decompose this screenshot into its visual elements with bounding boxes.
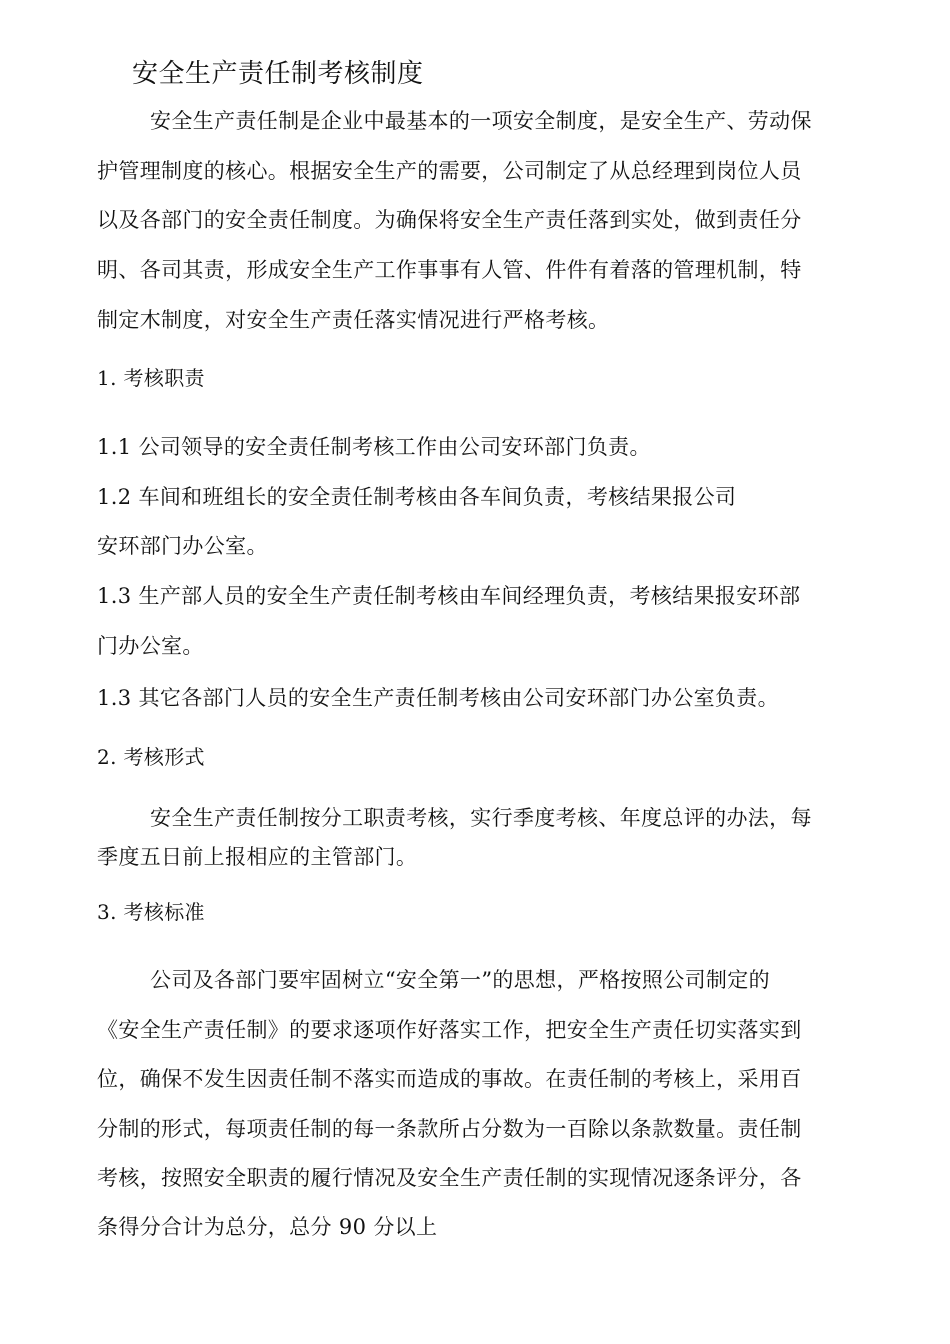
intro-line: 制定木制度，对安全生产责任落实情况进行严格考核。: [97, 308, 610, 332]
standard-line: 位，确保不发生因责任制不落实而造成的事故。在责任制的考核上，采用百: [97, 1067, 802, 1091]
duty-item: 1.3 生产部人员的安全生产责任制考核由车间经理负责，考核结果报安环部: [97, 584, 801, 608]
standard-line: 考核，按照安全职责的履行情况及安全生产责任制的实现情况逐条评分，各: [97, 1166, 802, 1190]
duty-item: 1.2 车间和班组长的安全责任制考核由各车间负责，考核结果报公司: [97, 485, 737, 509]
section-heading-duties: 1. 考核职责: [97, 366, 205, 390]
duty-item: 1.1 公司领导的安全责任制考核工作由公司安环部门负责。: [97, 435, 651, 459]
form-line: 季度五日前上报相应的主管部门。: [97, 845, 418, 869]
standard-line: 《安全生产责任制》的要求逐项作好落实工作，把安全生产责任切实落实到: [97, 1018, 802, 1042]
intro-line: 安全生产责任制是企业中最基本的一项安全制度，是安全生产、劳动保: [150, 109, 812, 133]
standard-line: 分制的形式，每项责任制的每一条款所占分数为一百除以条款数量。责任制: [97, 1117, 802, 1141]
duty-item: 1.3 其它各部门人员的安全生产责任制考核由公司安环部门办公室负责。: [97, 686, 779, 710]
standard-line: 条得分合计为总分，总分 90 分以上: [97, 1215, 438, 1239]
intro-line: 以及各部门的安全责任制度。为确保将安全生产责任落到实处，做到责任分: [97, 208, 802, 232]
duty-item-continued: 门办公室。: [97, 634, 204, 658]
standard-line: 公司及各部门要牢固树立“安全第一”的思想，严格按照公司制定的: [150, 968, 770, 992]
form-line: 安全生产责任制按分工职责考核，实行季度考核、年度总评的办法，每: [150, 806, 812, 830]
intro-line: 护管理制度的核心。根据安全生产的需要，公司制定了从总经理到岗位人员: [97, 159, 802, 183]
duty-item-continued: 安环部门办公室。: [97, 534, 268, 558]
document-title: 安全生产责任制考核制度: [132, 59, 424, 89]
section-heading-form: 2. 考核形式: [97, 745, 205, 769]
intro-line: 明、各司其责，形成安全生产工作事事有人管、件件有着落的管理机制，特: [97, 258, 802, 282]
section-heading-standard: 3. 考核标准: [97, 900, 205, 924]
